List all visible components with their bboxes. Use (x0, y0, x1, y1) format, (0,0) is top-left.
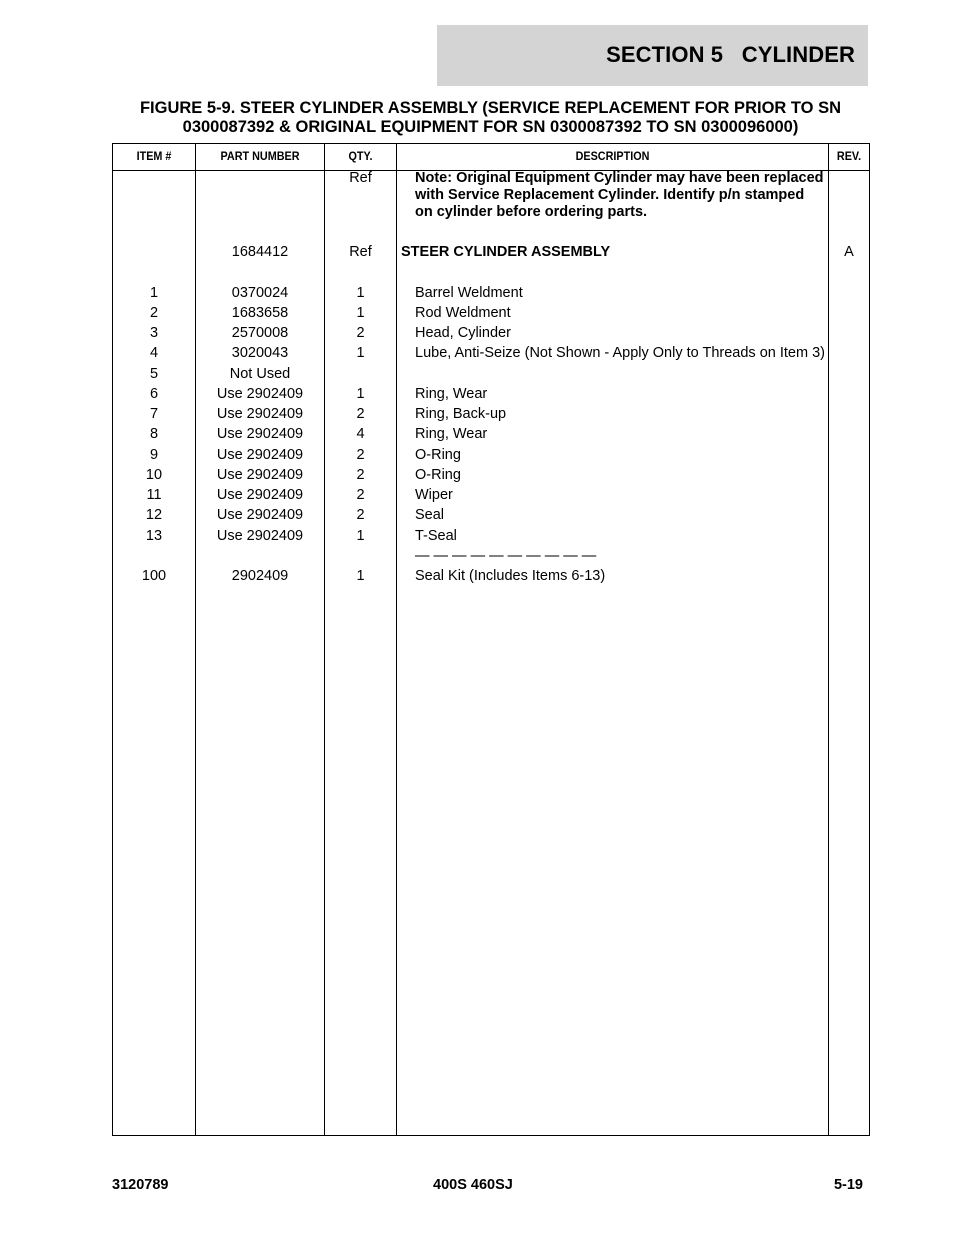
figure-title-line-1: FIGURE 5-9. STEER CYLINDER ASSEMBLY (SERVICE REPLACEMENT FOR PRIOR TO SN (139, 99, 842, 117)
item-number: 4 (149, 345, 159, 361)
qty: 2 (356, 447, 365, 463)
qty: 1 (356, 568, 365, 584)
description: Head, Cylinder (415, 325, 511, 341)
header-qty: QTY. (348, 149, 373, 163)
item-number: 9 (149, 447, 159, 463)
qty: 4 (356, 426, 365, 442)
description: Rod Weldment (415, 305, 511, 321)
qty: 2 (356, 325, 365, 341)
assembly-rev: A (844, 244, 854, 260)
item-number: 6 (149, 386, 159, 402)
qty: 2 (356, 507, 365, 523)
description: Wiper (415, 487, 453, 503)
separator-dashes: — — — — — — — — — — (415, 548, 597, 564)
item-number: 8 (149, 426, 159, 442)
header-item: ITEM # (136, 149, 172, 163)
part-number: 2570008 (231, 325, 289, 341)
figure-title (112, 99, 869, 137)
part-number: Not Used (229, 366, 291, 382)
description: Seal Kit (Includes Items 6-13) (415, 568, 606, 584)
assembly-description: STEER CYLINDER ASSEMBLY (401, 244, 611, 260)
qty: 1 (356, 285, 365, 301)
qty: 1 (356, 345, 365, 361)
item-number: 5 (149, 366, 159, 382)
part-number: 0370024 (231, 285, 289, 301)
description: T-Seal (415, 528, 457, 544)
part-number: Use 2902409 (216, 507, 304, 523)
item-number: 10 (145, 467, 163, 483)
qty: 1 (356, 386, 365, 402)
qty: 2 (356, 487, 365, 503)
section-banner (437, 25, 868, 86)
description: Lube, Anti-Seize (Not Shown - Apply Only to Threads on Item 3) (415, 345, 825, 361)
column-divider (828, 144, 829, 1135)
section-title: SECTION 5 CYLINDER (606, 42, 855, 67)
footer-document-number: 3120789 (112, 1177, 169, 1193)
item-number: 7 (149, 406, 159, 422)
table-header-row (113, 144, 869, 171)
part-number: Use 2902409 (216, 467, 304, 483)
part-number: Use 2902409 (216, 487, 304, 503)
description: Barrel Weldment (415, 285, 523, 301)
header-part-number: PART NUMBER (220, 149, 300, 163)
item-number: 12 (145, 507, 163, 523)
item-number: 100 (141, 568, 167, 584)
qty: 2 (356, 406, 365, 422)
description: Ring, Wear (415, 386, 488, 402)
part-number: Use 2902409 (216, 426, 304, 442)
parts-table (112, 143, 870, 1136)
assembly-part-number: 1684412 (231, 244, 289, 260)
column-divider (396, 144, 397, 1135)
part-number: 2902409 (231, 568, 289, 584)
footer-model: 400S 460SJ (433, 1177, 513, 1193)
qty: 2 (356, 467, 365, 483)
description: O-Ring (415, 467, 461, 483)
header-rev: REV. (836, 149, 862, 163)
description: O-Ring (415, 447, 461, 463)
part-number: Use 2902409 (216, 406, 304, 422)
description: Ring, Back-up (415, 406, 507, 422)
note-qty: Ref (349, 170, 372, 186)
item-number: 11 (146, 487, 162, 503)
part-number: Use 2902409 (216, 528, 304, 544)
footer-page-number: 5-19 (833, 1177, 863, 1193)
item-number: 2 (149, 305, 159, 321)
qty: 1 (356, 305, 365, 321)
qty: 1 (356, 528, 365, 544)
description: Ring, Wear (415, 426, 488, 442)
part-number: 3020043 (231, 345, 289, 361)
figure-title-line-2: 0300087392 & ORIGINAL EQUIPMENT FOR SN 0300087392 TO SN 0300096000) (182, 118, 799, 136)
item-number: 3 (149, 325, 159, 341)
part-number: Use 2902409 (216, 386, 304, 402)
item-number: 13 (145, 528, 163, 544)
header-description: DESCRIPTION (575, 149, 650, 163)
item-number: 1 (149, 285, 159, 301)
assembly-qty: Ref (349, 244, 372, 260)
part-number: Use 2902409 (216, 447, 304, 463)
part-number: 1683658 (231, 305, 289, 321)
note-text: Note: Original Equipment Cylinder may have been replaced with Service Replacement Cylinder. Identify p/n stamped on cylinder before ordering parts. (415, 170, 824, 220)
description: Seal (415, 507, 445, 523)
